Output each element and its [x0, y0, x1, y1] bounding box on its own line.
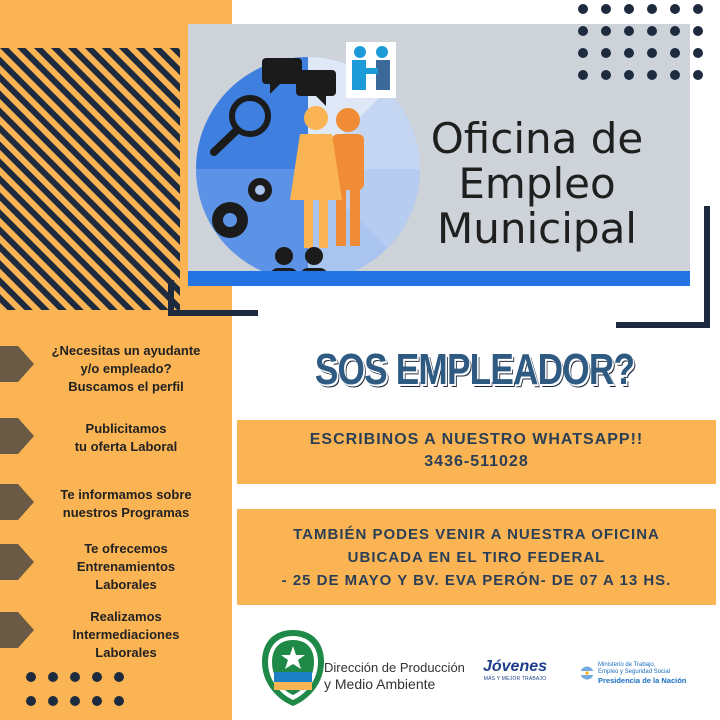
dot-grid-bottom-left: [26, 672, 146, 712]
hero-title: [402, 116, 672, 251]
service-line: y/o empleado?: [80, 361, 172, 376]
service-line: Laborales: [95, 577, 157, 592]
service-line: Te informamos sobre: [60, 487, 192, 502]
org-name-line-1: Dirección de Producción: [324, 660, 465, 675]
jovenes-logo: [476, 658, 554, 682]
org-name: [324, 660, 465, 692]
service-line: Laborales: [95, 645, 157, 660]
service-line: Entrenamientos: [76, 559, 176, 574]
ministry-text: [598, 662, 670, 676]
office-line-2: UBICADA EN EL TIRO FEDERAL: [347, 549, 606, 566]
service-line: tu oferta Laboral: [74, 439, 178, 454]
municipality-seal-logo: [260, 628, 326, 708]
headline: SOS EMPLEADOR?: [314, 345, 635, 394]
ministry-line-3: Presidencia de la Nación: [598, 676, 687, 685]
hero-title-line-2: Empleo: [458, 159, 616, 208]
service-line: Intermediaciones: [72, 627, 180, 642]
frame-line-right-bottom: [616, 322, 710, 328]
handshake-icon: [346, 42, 396, 98]
hero-title-line-3: Municipal: [437, 204, 637, 253]
service-line: nuestros Programas: [62, 505, 190, 520]
hero-blue-band: [188, 271, 690, 286]
argentina-emblem-icon: [580, 666, 594, 680]
dot-grid-top-right: [578, 4, 718, 96]
org-name-line-2: y Medio Ambiente: [324, 676, 436, 692]
jovenes-title: Jóvenes: [482, 658, 548, 675]
whatsapp-box: [237, 420, 716, 484]
office-line-3: - 25 DE MAYO Y BV. EVA PERÓN- DE 07 A 13 HS.: [281, 572, 672, 589]
frame-line-right: [704, 206, 710, 328]
service-line: Buscamos el perfil: [68, 379, 184, 394]
ministry-line-1: Ministerio de Trabajo,: [598, 662, 656, 668]
whatsapp-number: 3436-511028: [424, 453, 529, 470]
service-line: Realizamos: [90, 609, 162, 624]
frame-line-left-bottom: [168, 310, 258, 316]
office-line-1: TAMBIÉN PODES VENIR A NUESTRA OFICINA: [293, 526, 660, 543]
whatsapp-line-1: ESCRIBINOS A NUESTRO WHATSAPP!!: [309, 431, 644, 448]
service-line: Publicitamos: [85, 421, 167, 436]
jovenes-subtitle: MÁS Y MEJOR TRABAJO: [483, 676, 547, 682]
service-line: ¿Necesitas un ayudante: [51, 343, 201, 358]
ministry-line-2: Empleo y Seguridad Social: [598, 669, 671, 675]
service-line: Te ofrecemos: [84, 541, 168, 556]
footer-logos: [232, 622, 720, 720]
hero-title-line-1: Oficina de: [430, 114, 644, 163]
office-box: [237, 509, 716, 605]
diagonal-stripes-decoration: [0, 48, 180, 310]
